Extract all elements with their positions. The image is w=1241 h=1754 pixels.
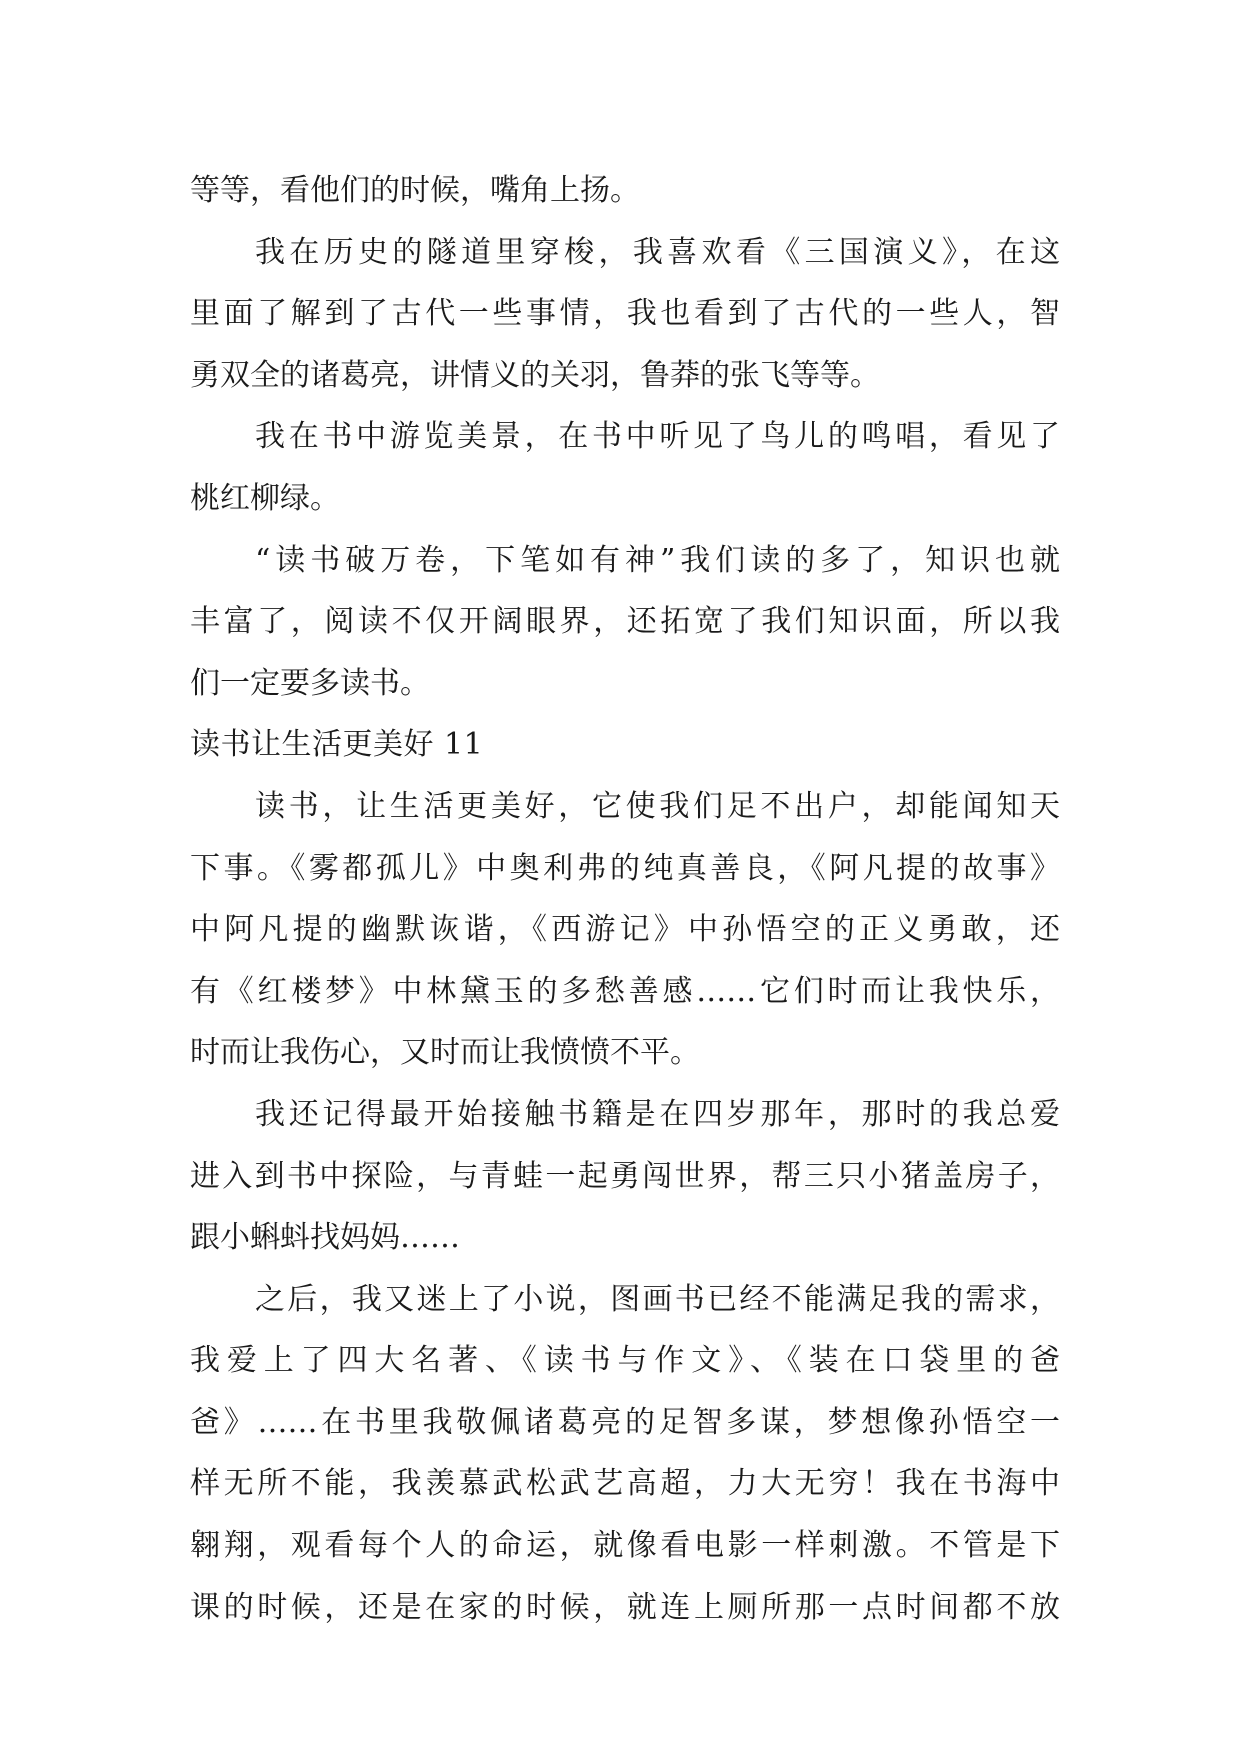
paragraph-line: 里面了解到了古代一些事情，我也看到了古代的一些人，智 bbox=[190, 296, 1060, 332]
paragraph-line: 勇双全的诸葛亮，讲情义的关羽，鲁莽的张飞等等。 bbox=[190, 357, 880, 393]
paragraph-line: 我在历史的隧道里穿梭，我喜欢看《三国演义》，在这 bbox=[255, 234, 1060, 270]
paragraph-line: 时而让我伤心，又时而让我愤愤不平。 bbox=[190, 1035, 700, 1071]
paragraph-line: 课的时候，还是在家的时候，就连上厕所那一点时间都不放 bbox=[190, 1589, 1060, 1625]
paragraph-line: “读书破万卷，下笔如有神”我们读的多了，知识也就 bbox=[255, 542, 1060, 578]
paragraph-line: 我还记得最开始接触书籍是在四岁那年，那时的我总爱 bbox=[255, 1096, 1060, 1132]
paragraph-line: 样无所不能，我羡慕武松武艺高超，力大无穷！我在书海中 bbox=[190, 1466, 1060, 1502]
paragraph-line: 下事。《雾都孤儿》中奥利弗的纯真善良，《阿凡提的故事》 bbox=[190, 850, 1060, 886]
paragraph-line: 等等，看他们的时候，嘴角上扬。 bbox=[190, 173, 640, 208]
paragraph-line: 进入到书中探险，与青蛙一起勇闯世界，帮三只小猪盖房子， bbox=[190, 1158, 1060, 1194]
paragraph-line: 读书，让生活更美好，它使我们足不出户，却能闻知天 bbox=[255, 788, 1060, 824]
paragraph-line: 爸》……在书里我敬佩诸葛亮的足智多谋，梦想像孙悟空一 bbox=[190, 1404, 1060, 1440]
paragraph-line: 翱翔，观看每个人的命运，就像看电影一样刺激。不管是下 bbox=[190, 1528, 1060, 1564]
paragraph-line: 们一定要多读书。 bbox=[190, 665, 430, 701]
paragraph-line: 我爱上了四大名著、《读书与作文》、《装在口袋里的爸 bbox=[190, 1343, 1060, 1379]
paragraph-line: 中阿凡提的幽默诙谐，《西游记》中孙悟空的正义勇敢，还 bbox=[190, 912, 1060, 948]
document-page bbox=[190, 160, 1060, 1638]
paragraph-line: 跟小蝌蚪找妈妈…… bbox=[190, 1220, 460, 1256]
paragraph-line: 我在书中游览美景，在书中听见了鸟儿的鸣唱，看见了 bbox=[255, 419, 1060, 455]
paragraph-line: 丰富了，阅读不仅开阔眼界，还拓宽了我们知识面，所以我 bbox=[190, 604, 1060, 640]
paragraph-line: 之后，我又迷上了小说，图画书已经不能满足我的需求， bbox=[255, 1281, 1060, 1317]
paragraph-line: 有《红楼梦》中林黛玉的多愁善感……它们时而让我快乐， bbox=[190, 973, 1060, 1009]
paragraph-line: 桃红柳绿。 bbox=[190, 480, 340, 516]
section-heading: 读书让生活更美好 11 bbox=[190, 727, 484, 763]
